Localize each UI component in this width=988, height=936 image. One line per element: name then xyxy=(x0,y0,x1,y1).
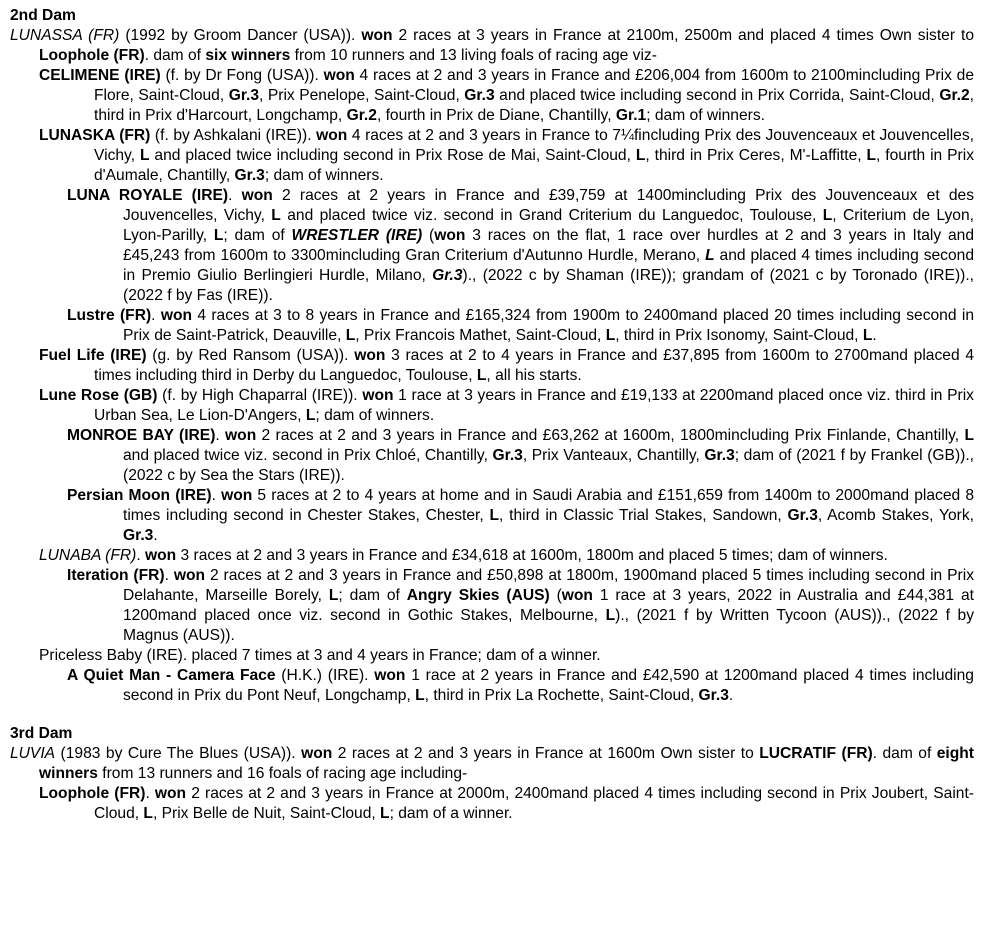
entry-text: ; dam of (2021 f by Frankel (GB))., (2022 c by Sea the Stars (IRE)). xyxy=(123,447,974,484)
entry-text: ; dam of winners. xyxy=(315,407,435,424)
entry-text: won xyxy=(221,487,253,504)
entry-text: , Prix Vanteaux, Chantilly, xyxy=(522,447,705,464)
entry-text: ; dam of xyxy=(223,227,292,244)
entry-text: . xyxy=(164,567,174,584)
entry-text: ; dam of a winner. xyxy=(389,805,513,822)
entry-text: won xyxy=(323,67,355,84)
entry-text: L xyxy=(139,147,150,164)
entry-text: , third in Prix Isonomy, Saint-Cloud, xyxy=(615,327,863,344)
entry-text: . dam of xyxy=(144,47,206,64)
entry-text: , fourth in Prix d'Aumale, Chantilly, xyxy=(94,147,975,184)
entry-text: won xyxy=(316,127,348,144)
entry-text: won xyxy=(241,187,273,204)
entry-text: Lustre (FR) xyxy=(67,307,152,324)
entry-text: 3 races at 2 to 4 years in France and £37,895 from 1600m to 2700mand placed 4 times including third in Derby du Languedoc, Toulouse, xyxy=(94,347,975,384)
entry-text: ; dam of xyxy=(338,587,407,604)
entry-text: 2 races at 2 and 3 years in France at 2000m, 2400mand placed 4 times including second in Prix Joubert, Saint-Cloud, xyxy=(94,785,974,822)
entry-text: 1 race at 3 years, 2022 in Australia and £44,381 at 1200mand placed once viz. second in Gothic Stakes, Melbourne, xyxy=(123,587,974,624)
entry-text: 2 races at 2 and 3 years in France and £50,898 at 1800m, 1900mand placed 5 times including second in Prix Delahante, Marseille Borely, xyxy=(123,567,974,604)
entry-text: LUNABA (FR) xyxy=(39,547,137,564)
entry-text: Gr.3 xyxy=(492,447,523,464)
entry-text: , Prix Francois Mathet, Saint-Cloud, xyxy=(355,327,606,344)
entry-text: LUCRATIF (FR) xyxy=(759,745,873,762)
entry-text: L xyxy=(305,407,316,424)
entry-text: Gr.1 xyxy=(615,107,647,124)
entry-text: . xyxy=(228,187,242,204)
pedigree-entry xyxy=(10,744,974,784)
pedigree-entry xyxy=(39,386,974,426)
section-heading: 2nd Dam xyxy=(10,7,76,24)
entry-text: L xyxy=(476,367,487,384)
entry-text: six winners xyxy=(205,47,291,64)
entry-text: LUNASSA (FR) xyxy=(10,27,120,44)
entry-text: Gr.3 xyxy=(704,447,735,464)
entry-text: , third in Classic Trial Stakes, Sandown, xyxy=(499,507,788,524)
entry-text: 2 races at 3 years in France at 2100m, 2500m and placed 4 times Own sister to xyxy=(392,27,975,44)
entry-text: from 10 runners and 13 living foals of racing age viz- xyxy=(290,47,657,64)
entry-text: L xyxy=(328,587,339,604)
section-gap xyxy=(10,706,974,724)
entry-text: Loophole (FR) xyxy=(39,785,146,802)
entry-text: (1992 by Groom Dancer (USA)). xyxy=(119,27,362,44)
entry-text: won xyxy=(361,27,393,44)
entry-text: L xyxy=(822,207,833,224)
entry-text: LUNA ROYALE (IRE) xyxy=(67,187,229,204)
pedigree-entry xyxy=(67,486,974,546)
entry-text: CELIMENE (IRE) xyxy=(39,67,161,84)
entry-text: won xyxy=(173,567,206,584)
entry-text: 5 races at 2 to 4 years at home and in Saudi Arabia and £151,659 from 1400m to 2000mand placed 8 times including second in Chester Stakes, Chester, xyxy=(123,487,974,524)
entry-text: won xyxy=(145,547,177,564)
entry-text: . xyxy=(211,487,222,504)
pedigree-entry xyxy=(39,546,974,566)
entry-text: and placed twice including second in Prix Rose de Mai, Saint-Cloud, xyxy=(149,147,636,164)
entry-text-wrapper xyxy=(705,247,715,264)
entry-text: 3 races at 2 and 3 years in France and £34,618 at 1600m, 1800m and placed 5 times; dam of winners. xyxy=(176,547,888,564)
entry-text: . xyxy=(872,327,877,344)
entry-text: , third in Prix Ceres, M'-Laffitte, xyxy=(645,147,867,164)
entry-text: ; dam of winners. xyxy=(264,167,384,184)
entry-text: Gr.3 xyxy=(228,87,260,104)
entry-text: from 13 runners and 16 foals of racing age including- xyxy=(97,765,468,782)
entry-text: L xyxy=(862,327,873,344)
pedigree-entry xyxy=(67,186,974,306)
entry-text-wrapper xyxy=(292,227,423,244)
entry-text: L xyxy=(489,507,500,524)
pedigree-entry xyxy=(10,26,974,66)
entry-text: 1 race at 3 years in France and £19,133 at 2200mand placed once viz. third in Prix Urban Sea, Le Lion-D'Angers, xyxy=(94,387,974,424)
pedigree-entry xyxy=(39,646,974,666)
entry-text: A Quiet Man - Camera Face xyxy=(67,667,276,684)
entry-text: . xyxy=(215,427,226,444)
entry-text: Gr.3 xyxy=(234,167,265,184)
entry-text: Gr.3 xyxy=(432,267,463,284)
entry-text: won xyxy=(301,745,333,762)
entry-text: won xyxy=(434,227,466,244)
entry-text: )., (2022 c by Shaman (IRE)); grandam of (2021 c by Toronado (IRE))., (2022 f by Fas (IRE)). xyxy=(123,267,974,304)
entry-text: won xyxy=(225,427,257,444)
entry-text: L xyxy=(866,147,877,164)
entry-text: won xyxy=(154,785,187,802)
section-heading: 3rd Dam xyxy=(10,725,73,742)
entry-text: won xyxy=(561,587,593,604)
entry-text: won xyxy=(362,387,394,404)
entry-text-wrapper xyxy=(432,267,462,284)
entry-text: WRESTLER (IRE) xyxy=(291,227,423,244)
entry-text: Gr.3 xyxy=(698,687,729,704)
entry-text: L xyxy=(964,427,974,444)
entry-text: ( xyxy=(549,587,562,604)
entry-text: and placed twice viz. second in Prix Chloé, Chantilly, xyxy=(123,447,493,464)
entry-text: 2 races at 2 years in France and £39,759 at 1400mincluding Prix des Jouvenceaux et des Jouvencelles, Vichy, xyxy=(123,187,975,224)
pedigree-entry xyxy=(39,126,974,186)
entry-text: . xyxy=(136,547,145,564)
entry-text: 3 races on the flat, 1 race over hurdles at 2 and 3 years in Italy and £45,243 from 1600m to 3300mincluding Gran Criterium d'Autunno Hurdle, Merano, xyxy=(123,227,974,264)
entry-text: and placed twice including second in Prix Corrida, Saint-Cloud, xyxy=(494,87,940,104)
entry-text: LUNASKA (FR) xyxy=(39,127,151,144)
entry-text: L xyxy=(345,327,356,344)
entry-text: , Acomb Stakes, York, xyxy=(817,507,974,524)
entry-text: , fourth in Prix de Diane, Chantilly, xyxy=(376,107,616,124)
entry-text: L xyxy=(605,327,616,344)
entry-text: L xyxy=(635,147,646,164)
pedigree-entry xyxy=(67,426,974,486)
entry-text: Gr.2 xyxy=(939,87,970,104)
entry-text: L xyxy=(213,227,224,244)
entry-text: . xyxy=(153,527,158,544)
entry-text: (f. by High Chaparral (IRE)). xyxy=(157,387,363,404)
entry-text: eight winners xyxy=(39,745,974,782)
entry-text: (1983 by Cure The Blues (USA)). xyxy=(55,745,302,762)
pedigree-entry xyxy=(39,784,974,824)
entry-text: Persian Moon (IRE) xyxy=(67,487,212,504)
entry-text: . xyxy=(151,307,161,324)
entry-text: LUVIA xyxy=(10,745,56,762)
entry-text: L xyxy=(143,805,153,822)
entry-text: 2 races at 2 and 3 years in France and £63,262 at 1600m, 1800mincluding Prix Finlande, Chantilly, xyxy=(256,427,965,444)
pedigree-entry xyxy=(39,346,974,386)
entry-text: Lune Rose (GB) xyxy=(39,387,158,404)
entry-text: 4 races at 3 to 8 years in France and £165,324 from 1900m to 2400mand placed 20 times including second in Prix de Saint-Patrick, Deauville, xyxy=(123,307,974,344)
pedigree-entry xyxy=(67,306,974,346)
entry-text: L xyxy=(380,805,390,822)
entry-text: L xyxy=(271,207,281,224)
entry-text: . dam of xyxy=(872,745,937,762)
entry-text: 4 races at 2 and 3 years in France and £206,004 from 1600m to 2100mincluding Prix de Flore, Saint-Cloud, xyxy=(94,67,974,104)
entry-text: , Prix Penelope, Saint-Cloud, xyxy=(259,87,465,104)
entry-text: Gr.3 xyxy=(464,87,495,104)
entry-text: L xyxy=(605,607,616,624)
entry-text: and placed twice viz. second in Grand Criterium du Languedoc, Toulouse, xyxy=(280,207,823,224)
entry-text: . xyxy=(145,785,155,802)
entry-text: , Prix Belle de Nuit, Saint-Cloud, xyxy=(152,805,381,822)
entry-text: (g. by Red Ransom (USA)). xyxy=(146,347,355,364)
entry-text: Gr.3 xyxy=(787,507,818,524)
pedigree-entry xyxy=(39,66,974,126)
entry-text: Gr.2 xyxy=(346,107,377,124)
entry-text: and placed 4 times including second in Premio Giulio Berlingieri Hurdle, Milano, xyxy=(123,247,974,284)
entry-text: , all his starts. xyxy=(486,367,582,384)
entry-text: , third in Prix La Rochette, Saint-Cloud, xyxy=(424,687,699,704)
entry-text: Iteration (FR) xyxy=(67,567,165,584)
entry-text: won xyxy=(354,347,386,364)
entry-text: won xyxy=(374,667,406,684)
entry-text: L xyxy=(705,247,715,264)
entry-text: . xyxy=(728,687,734,704)
entry-text: MONROE BAY (IRE) xyxy=(67,427,216,444)
entry-text: won xyxy=(160,307,193,324)
entry-text: 4 races at 2 and 3 years in France to 7¼fincluding Prix des Jouvenceaux et Jouvencelles, Vichy, xyxy=(94,127,974,164)
entry-text: Fuel Life (IRE) xyxy=(39,347,147,364)
pedigree-entry xyxy=(67,566,974,646)
entry-text: Angry Skies (AUS) xyxy=(406,587,550,604)
entry-text: (H.K.) (IRE). xyxy=(275,667,375,684)
entry-text: Gr.3 xyxy=(123,527,154,544)
entry-text: 2 races at 2 and 3 years in France at 1600m Own sister to xyxy=(332,745,760,762)
entry-text: 1 race at 2 years in France and £42,590 at 1200mand placed 4 times including second in Prix du Pont Neuf, Longchamp, xyxy=(123,667,974,704)
entry-text: (f. by Dr Fong (USA)). xyxy=(160,67,324,84)
entry-text: ( xyxy=(422,227,435,244)
entry-text: Loophole (FR) xyxy=(39,47,145,64)
entry-text: , Criterium de Lyon, Lyon-Parilly, xyxy=(123,207,974,244)
entry-text: )., (2021 f by Written Tycoon (AUS))., (2022 f by Magnus (AUS)). xyxy=(123,607,975,644)
entry-text: L xyxy=(415,687,425,704)
entry-text: Priceless Baby (IRE). placed 7 times at 3 and 4 years in France; dam of a winner. xyxy=(39,647,601,664)
entry-text: ; dam of winners. xyxy=(646,107,765,124)
entry-text: (f. by Ashkalani (IRE)). xyxy=(150,127,317,144)
entry-text: , third in Prix d'Harcourt, Longchamp, xyxy=(94,87,974,124)
pedigree-entry xyxy=(67,666,974,706)
